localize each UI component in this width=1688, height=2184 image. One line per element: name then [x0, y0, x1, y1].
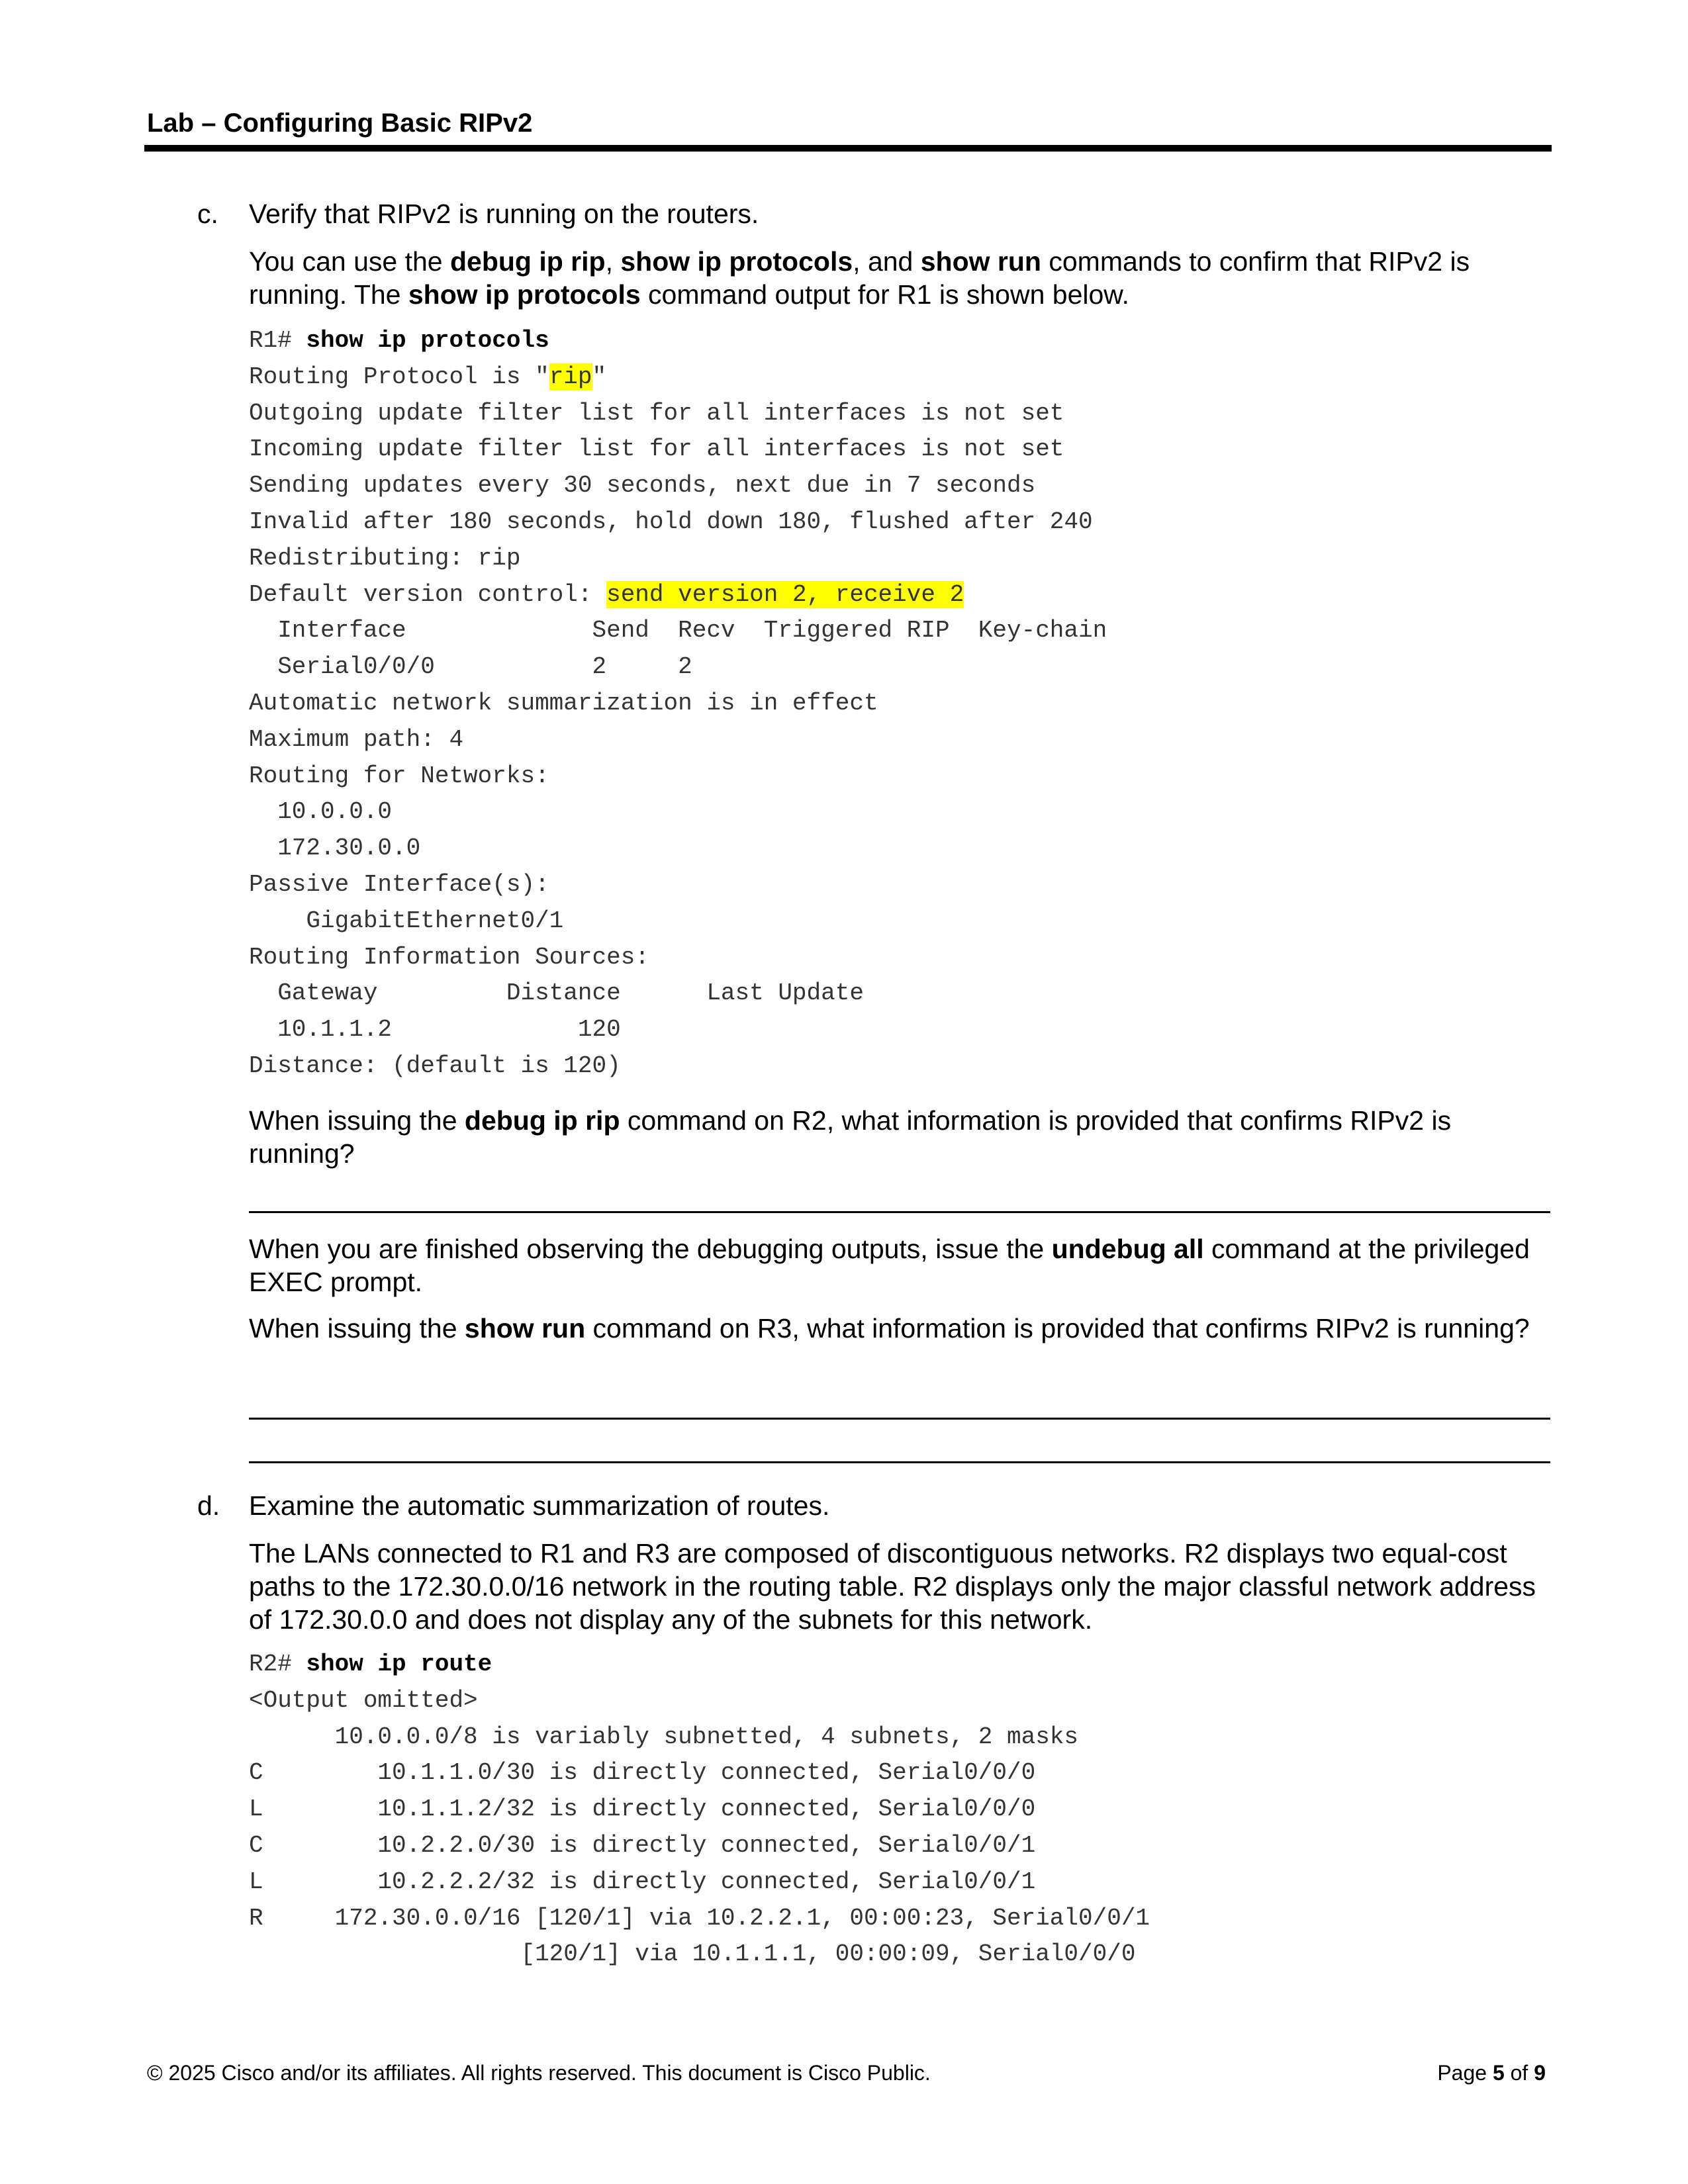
- cli-line: Outgoing update filter list for all interfaces is not set: [249, 399, 1064, 427]
- cli-line: Invalid after 180 seconds, hold down 180, flushed after 240: [249, 508, 1093, 535]
- cmd-show-run: show run: [920, 246, 1041, 277]
- cli-line: [120/1] via 10.1.1.1, 00:00:09, Serial0/0/0: [249, 1940, 1136, 1968]
- step-d-letter: d.: [197, 1490, 220, 1521]
- r2-cli-output: [249, 1647, 1550, 1973]
- cli-line: Incoming update filter list for all interfaces is not set: [249, 435, 1064, 463]
- step-c-intro: You can use the debug ip rip, show ip protocols, and show run commands to confirm that RIPv2 is running. The show ip protocols command output for R1 is shown below.: [249, 246, 1470, 310]
- page-title: Lab – Configuring Basic RIPv2: [147, 109, 533, 138]
- question-show-run: When issuing the show run command on R3, what information is provided that confirms RIPv2 is running?: [249, 1313, 1530, 1343]
- cli-line: Routing for Networks:: [249, 762, 549, 790]
- cli-line: L 10.1.1.2/32 is directly connected, Serial0/0/0: [249, 1796, 1036, 1823]
- cli-line: Automatic network summarization is in effect: [249, 689, 878, 717]
- step-c-heading: Verify that RIPv2 is running on the routers.: [249, 199, 759, 229]
- footer-copyright: © 2025 Cisco and/or its affiliates. All rights reserved. This document is Cisco Public.: [147, 2061, 931, 2085]
- cli-line: Gateway Distance Last Update: [249, 979, 864, 1007]
- step-d-paragraph: The LANs connected to R1 and R3 are composed of discontiguous networks. R2 displays two equal-cost paths to the 172.30.0.0/16 network in the routing table. R2 displays only the major classful network address of 172.30.0.0 and does not display any of the subnets for this network.: [249, 1538, 1536, 1635]
- r1-cli-output: [249, 323, 1550, 1085]
- step-c-letter: c.: [197, 199, 218, 229]
- answer-line-3[interactable]: [249, 1461, 1550, 1463]
- highlight-rip: rip: [549, 363, 592, 390]
- cli-command-line: R1# show ip protocols: [249, 327, 549, 354]
- cli-line: L 10.2.2.2/32 is directly connected, Serial0/0/1: [249, 1868, 1036, 1895]
- undebug-note: When you are finished observing the debugging outputs, issue the undebug all command at the privileged EXEC prompt.: [249, 1234, 1530, 1297]
- footer-page-number: Page 5 of 9: [1437, 2061, 1546, 2085]
- cli-command-line: R2# show ip route: [249, 1651, 492, 1678]
- cli-line: 10.1.1.2 120: [249, 1016, 621, 1044]
- cli-line: 10.0.0.0/8 is variably subnetted, 4 subnets, 2 masks: [249, 1723, 1079, 1751]
- cmd-debug-ip-rip: debug ip rip: [449, 246, 606, 277]
- cli-line: Passive Interface(s):: [249, 870, 549, 898]
- page-header: [147, 103, 1550, 143]
- cli-line: Serial0/0/0 2 2: [249, 653, 692, 681]
- cli-line: 172.30.0.0: [249, 835, 421, 862]
- cli-line: Routing Information Sources:: [249, 943, 649, 971]
- cli-line: C 10.1.1.0/30 is directly connected, Serial0/0/0: [249, 1759, 1036, 1787]
- cli-line: R 172.30.0.0/16 [120/1] via 10.2.2.1, 00:00:23, Serial0/0/1: [249, 1904, 1150, 1932]
- cmd-show-ip-protocols: show ip protocols: [620, 246, 853, 277]
- cli-line: 10.0.0.0: [249, 798, 393, 826]
- cli-line: <Output omitted>: [249, 1686, 478, 1714]
- cli-line: Distance: (default is 120): [249, 1052, 621, 1079]
- cli-line: Interface Send Recv Triggered RIP Key-chain: [249, 617, 1107, 645]
- cli-line: Redistributing: rip: [249, 544, 521, 572]
- cmd-show-ip-protocols-2: show ip protocols: [408, 279, 641, 310]
- cli-line: Default version control: send version 2, receive 2: [249, 580, 964, 608]
- cli-line: Routing Protocol is "rip": [249, 363, 607, 390]
- cli-line: C 10.2.2.0/30 is directly connected, Serial0/0/1: [249, 1831, 1036, 1859]
- cli-line: Sending updates every 30 seconds, next due in 7 seconds: [249, 472, 1036, 500]
- cli-line: Maximum path: 4: [249, 725, 464, 753]
- header-rule: [144, 145, 1552, 152]
- answer-line-1[interactable]: [249, 1211, 1550, 1213]
- highlight-version: send version 2, receive 2: [606, 580, 964, 608]
- step-d-heading: Examine the automatic summarization of routes.: [249, 1490, 830, 1521]
- cli-line: GigabitEthernet0/1: [249, 907, 564, 934]
- question-debug: When issuing the debug ip rip command on R2, what information is provided that confirms RIPv2 is running?: [249, 1105, 1452, 1169]
- answer-line-2[interactable]: [249, 1418, 1550, 1420]
